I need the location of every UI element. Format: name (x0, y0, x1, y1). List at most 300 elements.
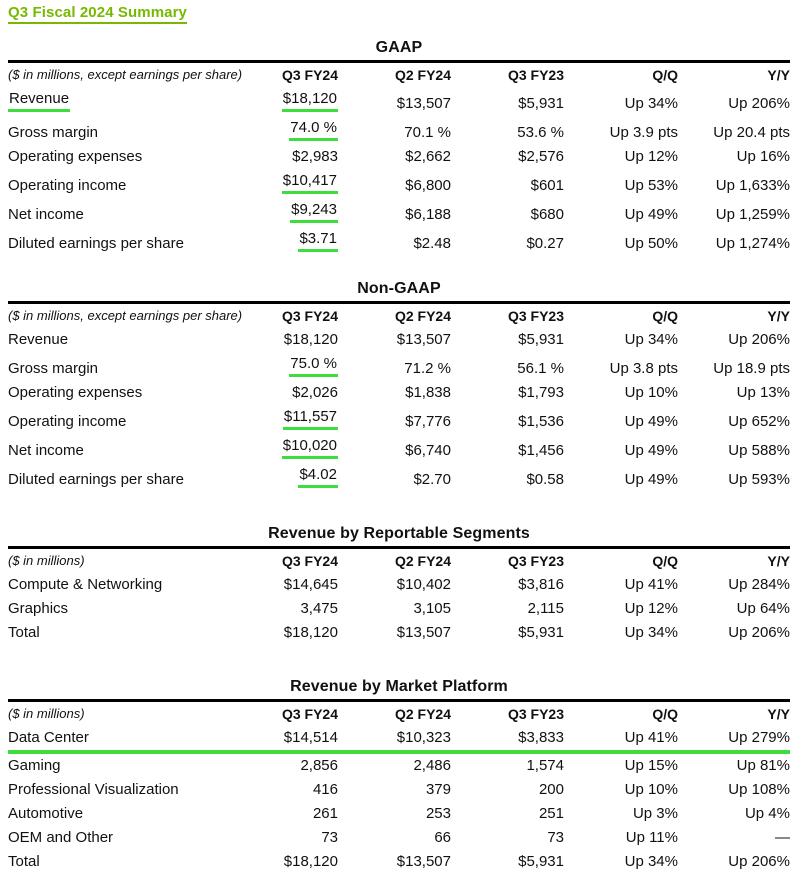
table-row (8, 145, 790, 169)
row-label: Operating expenses (8, 148, 143, 165)
cell-value: $5,931 (518, 331, 564, 348)
cell-value: $5,931 (518, 624, 564, 641)
cell-value: $601 (530, 177, 564, 194)
value-cell (256, 726, 338, 752)
table-row (8, 826, 790, 850)
cell-value: Up 49% (624, 442, 678, 459)
cell-value: $11,557 (283, 409, 338, 430)
table-header-row (8, 303, 790, 329)
cell-value: Up 64% (736, 600, 790, 617)
cell-value: Up 49% (624, 471, 678, 488)
value-cell (678, 352, 790, 381)
value-cell (564, 328, 678, 352)
value-cell (678, 198, 790, 227)
cell-value: 416 (312, 781, 338, 798)
value-cell (338, 463, 451, 492)
value-cell (451, 778, 564, 802)
cell-value: 73 (547, 829, 564, 846)
cell-value: $10,417 (282, 173, 338, 194)
cell-value: $13,507 (396, 624, 451, 641)
value-cell (256, 752, 338, 778)
row-label: Gross margin (8, 360, 99, 377)
row-label: Data Center (8, 729, 89, 746)
cell-value: 2,486 (413, 757, 451, 774)
cell-value: $1,536 (518, 413, 564, 430)
value-cell (564, 463, 678, 492)
row-label-cell (8, 726, 256, 752)
row-label-cell (8, 802, 256, 826)
column-header: Y/Y (767, 706, 790, 722)
row-label-cell (8, 352, 256, 381)
value-cell (451, 621, 564, 645)
cell-value: Up 41% (624, 729, 678, 746)
cell-value: Up 3.8 pts (609, 360, 678, 377)
row-label-cell (8, 573, 256, 597)
cell-value: Up 16% (736, 148, 790, 165)
row-label: Operating income (8, 413, 127, 430)
cell-value: $680 (530, 206, 564, 223)
table-row (8, 802, 790, 826)
column-header: Q3 FY24 (281, 553, 338, 569)
value-cell (338, 227, 451, 256)
section-title: Revenue by Market Platform (290, 678, 508, 695)
value-cell (338, 726, 451, 752)
value-cell (451, 463, 564, 492)
column-header: Q2 FY24 (394, 553, 451, 569)
cell-value: Up 20.4 pts (713, 124, 790, 141)
column-header: Q2 FY24 (394, 308, 451, 324)
cell-value: 3,105 (413, 600, 451, 617)
value-cell (564, 434, 678, 463)
value-cell (338, 752, 451, 778)
cell-value: Up 49% (624, 206, 678, 223)
column-header: Q3 FY24 (281, 308, 338, 324)
cell-value: 56.1 % (517, 360, 564, 377)
value-cell (451, 145, 564, 169)
value-cell (678, 826, 790, 850)
cell-value: Up 279% (728, 729, 790, 746)
row-label: Total (8, 853, 40, 870)
cell-value: $7,776 (405, 413, 451, 430)
value-cell (564, 726, 678, 752)
column-header: Q/Q (652, 308, 678, 324)
column-header: Q/Q (652, 67, 678, 83)
value-cell (451, 726, 564, 752)
cell-value: Up 206% (728, 95, 790, 112)
table-row (8, 463, 790, 492)
cell-value: $4.02 (298, 467, 338, 488)
value-cell (564, 145, 678, 169)
cell-value: $5,931 (518, 853, 564, 870)
table-section (8, 280, 790, 492)
row-label-cell (8, 169, 256, 198)
value-cell (678, 405, 790, 434)
value-cell (256, 850, 338, 874)
column-header: Y/Y (767, 308, 790, 324)
row-label: Gaming (8, 757, 61, 774)
value-cell (678, 328, 790, 352)
value-cell (256, 145, 338, 169)
value-cell (451, 752, 564, 778)
cell-value: $13,507 (396, 853, 451, 870)
column-header: Q3 FY23 (507, 706, 564, 722)
cell-value: $2.70 (413, 471, 451, 488)
value-cell (338, 198, 451, 227)
cell-value: Up 3% (632, 805, 678, 822)
table-row (8, 169, 790, 198)
value-cell (678, 573, 790, 597)
row-label: Professional Visualization (8, 781, 179, 798)
cell-value: Up 593% (728, 471, 790, 488)
value-cell (338, 405, 451, 434)
value-cell (338, 87, 451, 116)
value-cell (564, 826, 678, 850)
cell-value: Up 81% (736, 757, 790, 774)
table-row (8, 752, 790, 778)
value-cell (678, 381, 790, 405)
cell-value: $3,816 (518, 576, 564, 593)
value-cell (256, 597, 338, 621)
value-cell (338, 434, 451, 463)
cell-value: $1,456 (518, 442, 564, 459)
cell-value: Up 49% (624, 413, 678, 430)
unit-note: ($ in millions) (8, 553, 85, 568)
row-label-cell (8, 145, 256, 169)
value-cell (678, 434, 790, 463)
row-label: Total (8, 624, 40, 641)
cell-value: $10,020 (282, 438, 338, 459)
value-cell (564, 621, 678, 645)
row-label-cell (8, 463, 256, 492)
value-cell (678, 227, 790, 256)
page-title-link[interactable]: Q3 Fiscal 2024 Summary (8, 4, 187, 24)
cell-value: 253 (425, 805, 451, 822)
value-cell (451, 597, 564, 621)
cell-value: Up 652% (728, 413, 790, 430)
cell-value: Up 12% (624, 148, 678, 165)
cell-value: Up 53% (624, 177, 678, 194)
cell-value: Up 206% (728, 853, 790, 870)
value-cell (338, 169, 451, 198)
value-cell (678, 802, 790, 826)
value-cell (564, 573, 678, 597)
cell-value: $2,662 (405, 148, 451, 165)
value-cell (451, 573, 564, 597)
row-label: Net income (8, 206, 84, 223)
cell-value: 74.0 % (289, 120, 338, 141)
table-row (8, 381, 790, 405)
cell-value: Up 206% (728, 624, 790, 641)
financial-table (8, 60, 790, 256)
cell-value: Up 15% (624, 757, 678, 774)
cell-value: Up 34% (624, 624, 678, 641)
cell-value: Up 284% (728, 576, 790, 593)
cell-value: Up 108% (728, 781, 790, 798)
cell-value: 53.6 % (517, 124, 564, 141)
value-cell (256, 826, 338, 850)
value-cell (451, 434, 564, 463)
cell-value: $2.48 (413, 235, 451, 252)
cell-value: Up 13% (736, 384, 790, 401)
cell-value: $5,931 (518, 95, 564, 112)
value-cell (564, 752, 678, 778)
value-cell (451, 352, 564, 381)
value-cell (338, 850, 451, 874)
cell-value: $6,740 (405, 442, 451, 459)
cell-value: $10,323 (396, 729, 451, 746)
value-cell (256, 328, 338, 352)
value-cell (564, 381, 678, 405)
value-cell (451, 87, 564, 116)
value-cell (338, 802, 451, 826)
value-cell (338, 826, 451, 850)
value-cell (451, 826, 564, 850)
cell-value: Up 11% (625, 829, 678, 846)
column-header: Q/Q (652, 553, 678, 569)
value-cell (451, 328, 564, 352)
row-label-cell (8, 597, 256, 621)
value-cell (564, 227, 678, 256)
value-cell (678, 621, 790, 645)
cell-value: 379 (425, 781, 451, 798)
cell-value: 1,574 (526, 757, 564, 774)
value-cell (256, 227, 338, 256)
cell-value: $1,793 (518, 384, 564, 401)
row-label: Net income (8, 442, 84, 459)
value-cell (451, 381, 564, 405)
value-cell (338, 116, 451, 145)
row-label-cell (8, 116, 256, 145)
unit-note: ($ in millions) (8, 706, 85, 721)
cell-value: Up 10% (624, 384, 678, 401)
table-row (8, 116, 790, 145)
cell-value: Up 34% (624, 95, 678, 112)
cell-value: Up 1,274% (715, 235, 790, 252)
financial-table (8, 301, 790, 492)
row-label-cell (8, 87, 256, 116)
value-cell (338, 145, 451, 169)
value-cell (338, 778, 451, 802)
value-cell (678, 145, 790, 169)
value-cell (256, 87, 338, 116)
cell-value: $13,507 (396, 331, 451, 348)
row-label: Gross margin (8, 124, 99, 141)
value-cell (451, 198, 564, 227)
value-cell (678, 87, 790, 116)
value-cell (338, 381, 451, 405)
value-cell (338, 621, 451, 645)
cell-value: Up 41% (624, 576, 678, 593)
value-cell (564, 116, 678, 145)
value-cell (451, 405, 564, 434)
value-cell (678, 116, 790, 145)
value-cell (256, 405, 338, 434)
value-cell (678, 726, 790, 752)
cell-value: $18,120 (283, 624, 338, 641)
row-label-cell (8, 405, 256, 434)
tables-container (8, 39, 790, 874)
value-cell (256, 169, 338, 198)
row-label-cell (8, 850, 256, 874)
cell-value: Up 588% (728, 442, 790, 459)
column-header: Y/Y (767, 553, 790, 569)
cell-value: Up 1,259% (715, 206, 790, 223)
value-cell (564, 802, 678, 826)
row-label: Compute & Networking (8, 576, 163, 593)
column-header: Q3 FY23 (507, 553, 564, 569)
cell-value: $18,120 (282, 91, 338, 112)
section-title: Non-GAAP (357, 280, 441, 297)
table-section (8, 525, 790, 645)
row-label-cell (8, 381, 256, 405)
value-cell (338, 573, 451, 597)
table-header-row (8, 62, 790, 88)
cell-value: $0.58 (526, 471, 564, 488)
value-cell (678, 752, 790, 778)
cell-value: $14,645 (283, 576, 338, 593)
row-label-cell (8, 621, 256, 645)
row-label: Revenue (8, 331, 69, 348)
table-header-row (8, 701, 790, 727)
value-cell (564, 352, 678, 381)
row-label-cell (8, 328, 256, 352)
value-cell (256, 778, 338, 802)
section-title: Revenue by Reportable Segments (268, 525, 530, 542)
section-title: GAAP (375, 39, 423, 56)
value-cell (256, 434, 338, 463)
cell-value: 261 (312, 805, 338, 822)
row-label: Automotive (8, 805, 84, 822)
table-row (8, 227, 790, 256)
value-cell (256, 381, 338, 405)
cell-value: $13,507 (396, 95, 451, 112)
value-cell (564, 87, 678, 116)
row-label-cell (8, 826, 256, 850)
cell-value: Up 50% (624, 235, 678, 252)
cell-value: 70.1 % (404, 124, 451, 141)
table-section (8, 678, 790, 874)
row-label-cell (8, 752, 256, 778)
cell-value: $3.71 (298, 231, 338, 252)
table-row (8, 434, 790, 463)
cell-value: Up 10% (624, 781, 678, 798)
cell-value: $9,243 (290, 202, 338, 223)
cell-value: $6,800 (405, 177, 451, 194)
cell-value: $2,576 (518, 148, 564, 165)
row-label: Diluted earnings per share (8, 235, 184, 252)
value-cell (256, 621, 338, 645)
cell-value: 2,856 (300, 757, 338, 774)
cell-value: 200 (538, 781, 564, 798)
row-label-cell (8, 778, 256, 802)
cell-value: 2,115 (527, 600, 564, 617)
cell-value: $18,120 (283, 331, 338, 348)
cell-value: $2,026 (292, 384, 338, 401)
column-header: Q3 FY23 (507, 308, 564, 324)
table-row (8, 328, 790, 352)
row-label: Operating expenses (8, 384, 143, 401)
value-cell (678, 169, 790, 198)
cell-value: $1,838 (405, 384, 451, 401)
value-cell (451, 169, 564, 198)
table-section (8, 39, 790, 256)
unit-note: ($ in millions, except earnings per share) (8, 308, 243, 323)
value-cell (678, 463, 790, 492)
column-header: Q3 FY24 (281, 706, 338, 722)
cell-value: Up 18.9 pts (713, 360, 790, 377)
value-cell (678, 778, 790, 802)
cell-value: $6,188 (405, 206, 451, 223)
cell-value: Up 34% (624, 331, 678, 348)
value-cell (338, 328, 451, 352)
financial-table (8, 546, 790, 645)
table-row (8, 726, 790, 752)
cell-value: 251 (538, 805, 564, 822)
value-cell (678, 850, 790, 874)
cell-value: $0.27 (526, 235, 564, 252)
column-header: Q2 FY24 (394, 67, 451, 83)
value-cell (338, 352, 451, 381)
cell-value: $10,402 (396, 576, 451, 593)
table-row (8, 850, 790, 874)
cell-value: 71.2 % (404, 360, 451, 377)
unit-note: ($ in millions, except earnings per share) (8, 67, 243, 82)
table-row (8, 621, 790, 645)
value-cell (451, 227, 564, 256)
value-cell (678, 597, 790, 621)
value-cell (564, 597, 678, 621)
column-header: Q/Q (652, 706, 678, 722)
table-row (8, 597, 790, 621)
table-row (8, 352, 790, 381)
row-label: OEM and Other (8, 829, 114, 846)
value-cell (564, 778, 678, 802)
cell-value: 3,475 (300, 600, 338, 617)
table-row (8, 198, 790, 227)
value-cell (564, 169, 678, 198)
row-label: Diluted earnings per share (8, 471, 184, 488)
table-row (8, 778, 790, 802)
value-cell (256, 463, 338, 492)
cell-value: 66 (434, 829, 451, 846)
value-cell (256, 802, 338, 826)
value-cell (564, 850, 678, 874)
cell-value: Up 206% (728, 331, 790, 348)
cell-value: 73 (321, 829, 338, 846)
cell-value: Up 34% (624, 853, 678, 870)
value-cell (451, 802, 564, 826)
table-row (8, 87, 790, 116)
cell-value: $18,120 (283, 853, 338, 870)
row-label: Graphics (8, 600, 69, 617)
row-label-cell (8, 434, 256, 463)
value-cell (451, 850, 564, 874)
value-cell (256, 198, 338, 227)
table-row (8, 573, 790, 597)
financial-table (8, 699, 790, 874)
value-cell (256, 116, 338, 145)
cell-value: — (775, 829, 790, 846)
table-row (8, 405, 790, 434)
cell-value: $2,983 (292, 148, 338, 165)
row-label: Revenue (8, 91, 70, 112)
value-cell (564, 198, 678, 227)
row-label-cell (8, 198, 256, 227)
column-header: Q3 FY24 (281, 67, 338, 83)
table-header-row (8, 548, 790, 574)
value-cell (256, 352, 338, 381)
column-header: Q2 FY24 (394, 706, 451, 722)
